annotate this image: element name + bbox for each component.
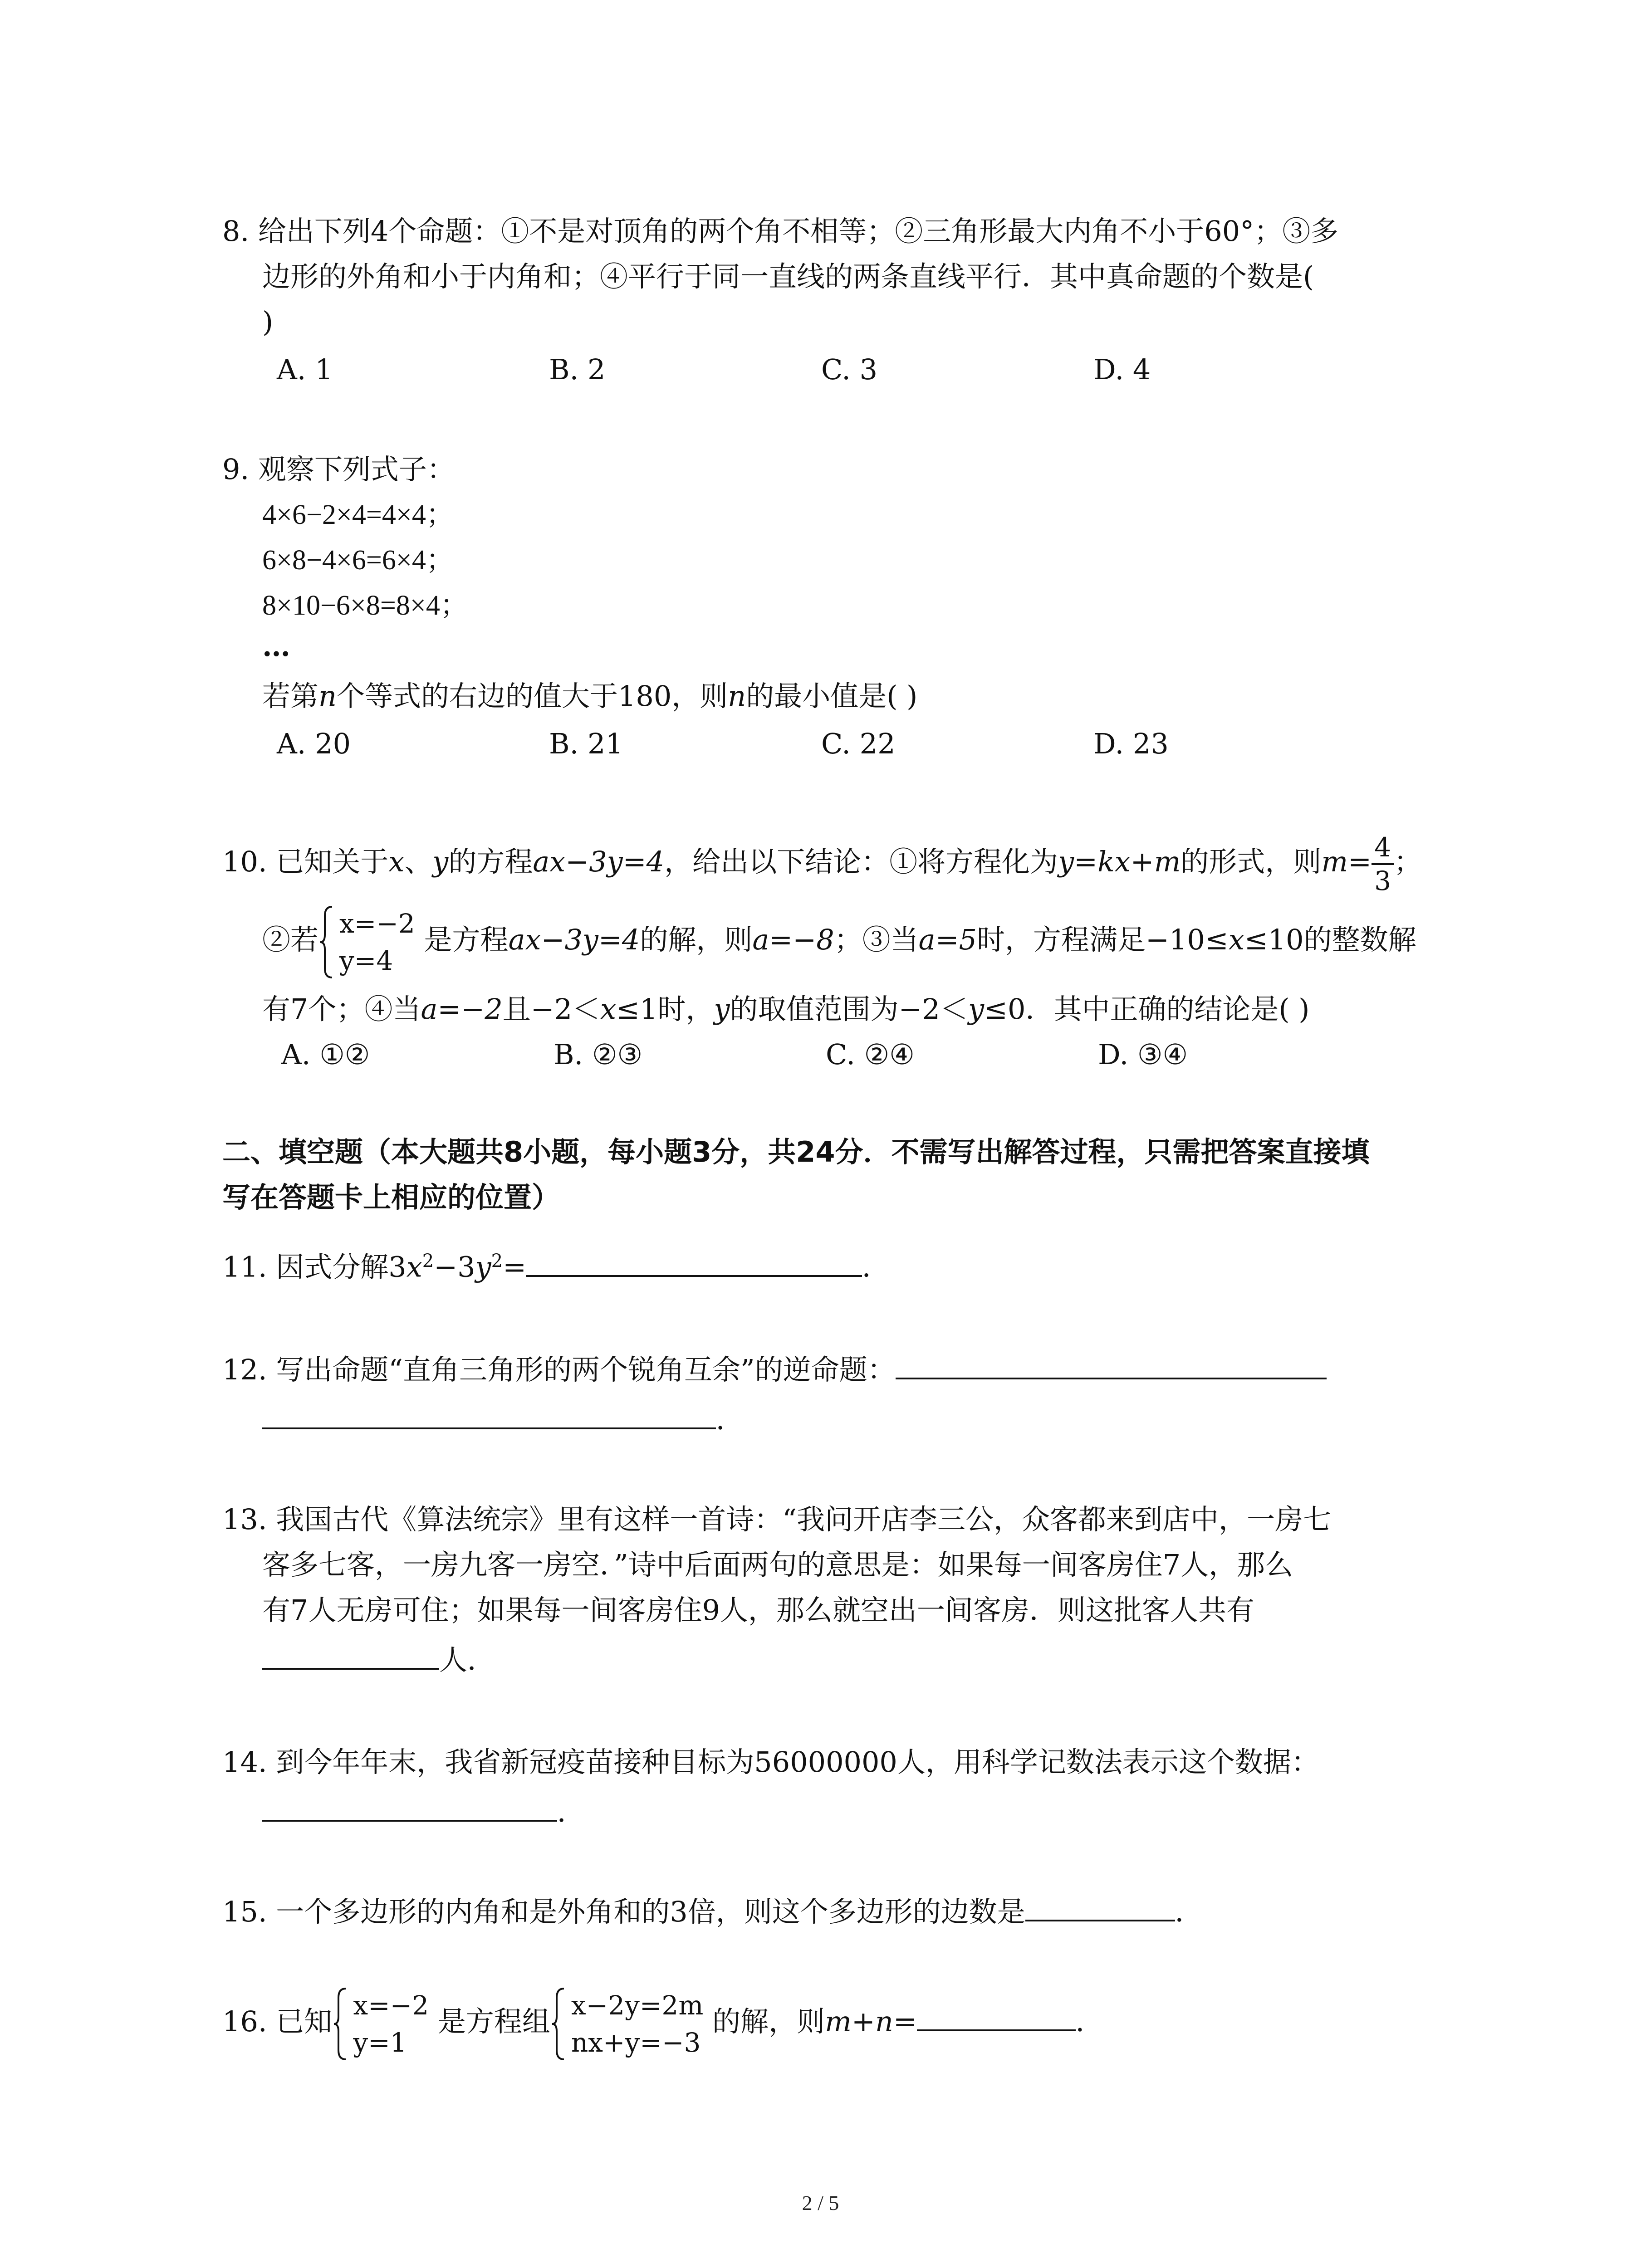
q13-line-3: 有7人无房可住；如果每一间客房住9人，那么就空出一间客房．则这批客人共有 (262, 1593, 1254, 1627)
q14-line-1: 14. 到今年年末，我省新冠疫苗接种目标为56000000人，用科学记数法表示这个数据： (222, 1745, 1319, 1779)
q12-answer-blank-1[interactable] (896, 1352, 1327, 1379)
q9-option-a[interactable]: A. 20 (277, 727, 351, 760)
q9-options (277, 726, 1456, 762)
q8-line-2: 边形的外角和小于内角和；④平行于同一直线的两条直线平行．其中真命题的个数是( (262, 260, 1314, 293)
page-number: 2 / 5 (802, 2191, 839, 2214)
q8-option-b[interactable]: B. 2 (549, 353, 606, 386)
left-brace-icon (550, 1987, 567, 2061)
q14-line-2: ． (262, 1794, 585, 1830)
q10-line-1: 10. 已知关于x、y的方程ax−3y=4，给出以下结论：①将方程化为y=kx+m的形式，则m= $\frac{4}{3}$ ； (222, 831, 1422, 896)
q16-equation-system: x−2y=2m nx+y=−3 (550, 1987, 703, 2061)
q8-line-3: ) (262, 305, 274, 338)
left-brace-icon (332, 1987, 348, 2061)
q15-line: 15. 一个多边形的内角和是外角和的3倍，则这个多边形的边数是 ． (222, 1895, 1203, 1928)
q8-option-d[interactable]: D. 4 (1093, 353, 1151, 386)
q10-option-d[interactable]: D. ③④ (1098, 1038, 1188, 1071)
q10-option-a[interactable]: A. ①② (281, 1038, 370, 1071)
q11-answer-blank[interactable] (526, 1250, 862, 1277)
q9-option-b[interactable]: B. 21 (549, 727, 623, 760)
q9-equation-3: 8×10−6×8=8×4； (262, 590, 468, 621)
q9-option-c[interactable]: C. 22 (821, 727, 896, 760)
q16-solution-system: x=−2 y=1 (332, 1987, 429, 2061)
q12-answer-blank-2[interactable] (262, 1402, 716, 1429)
q10-equation-system: x=−2 y=4 (318, 905, 415, 979)
q9-option-d[interactable]: D. 23 (1093, 727, 1169, 760)
q16-line: 16. 已知 x=−2 y=1 是方程组 x−2y=2m nx+y=−3 的解，则m+n= ． (222, 1984, 1104, 2061)
section-2-heading-line-2: 写在答题卡上相应的位置） (222, 1181, 560, 1214)
q10-fraction: $\frac{4}{3}$ (1372, 831, 1394, 897)
q8-option-a[interactable]: A. 1 (277, 353, 333, 386)
q9-ellipsis: … (262, 630, 290, 663)
q8-options (277, 352, 1456, 388)
q12-line-1: 12. 写出命题“直角三角形的两个锐角互余”的逆命题： (222, 1352, 1327, 1388)
q10-option-b[interactable]: B. ②③ (554, 1038, 643, 1071)
q13-line-2: 客多七客，一房九客一房空．”诗中后面两句的意思是：如果每一间客房住7人，那么 (262, 1548, 1293, 1581)
q9-equation-2: 6×8−4×6=6×4； (262, 545, 454, 576)
q8-option-c[interactable]: C. 3 (821, 353, 878, 386)
q10-option-c[interactable]: C. ②④ (826, 1038, 915, 1071)
section-2-heading-line-1: 二、填空题（本大题共8小题，每小题3分，共24分．不需写出解答过程，只需把答案直接填 (222, 1135, 1370, 1168)
q10-line-3: 有7个；④当a=−2且−2＜x≤1时，y的取值范围为−2＜y≤0．其中正确的结论是( ) (262, 992, 1310, 1026)
q11-line: 11. 因式分解$3x^2-3y^2=$ ． (222, 1250, 891, 1284)
q16-answer-blank[interactable] (917, 2004, 1076, 2031)
q10-line-2: ②若 x=−2 y=4 是方程ax−3y=4的解，则a=−8；③当a=5时，方程满足−10≤x≤10的整数解 (262, 903, 1416, 979)
q10-options (281, 1036, 1461, 1073)
q9-question: 若第n个等式的右边的值大于180，则n的最小值是( ) (262, 679, 918, 713)
q14-answer-blank[interactable] (262, 1794, 557, 1822)
left-brace-icon (318, 905, 335, 979)
q12-line-2: ． (262, 1402, 744, 1438)
q13-line-1: 13. 我国古代《算法统宗》里有这样一首诗：“我问开店李三公，众客都来到店中，一房七 (222, 1503, 1332, 1536)
q8-line-1: 8. 给出下列4个命题：①不是对顶角的两个角不相等；②三角形最大内角不小于60°；③多 (222, 215, 1339, 248)
q15-answer-blank[interactable] (1025, 1894, 1175, 1921)
q13-answer-blank[interactable] (262, 1642, 439, 1670)
q9-line-1: 9. 观察下列式子： (222, 453, 455, 486)
q13-line-4: 人． (262, 1642, 495, 1678)
q9-equation-1: 4×6−2×4=4×4； (262, 499, 454, 530)
